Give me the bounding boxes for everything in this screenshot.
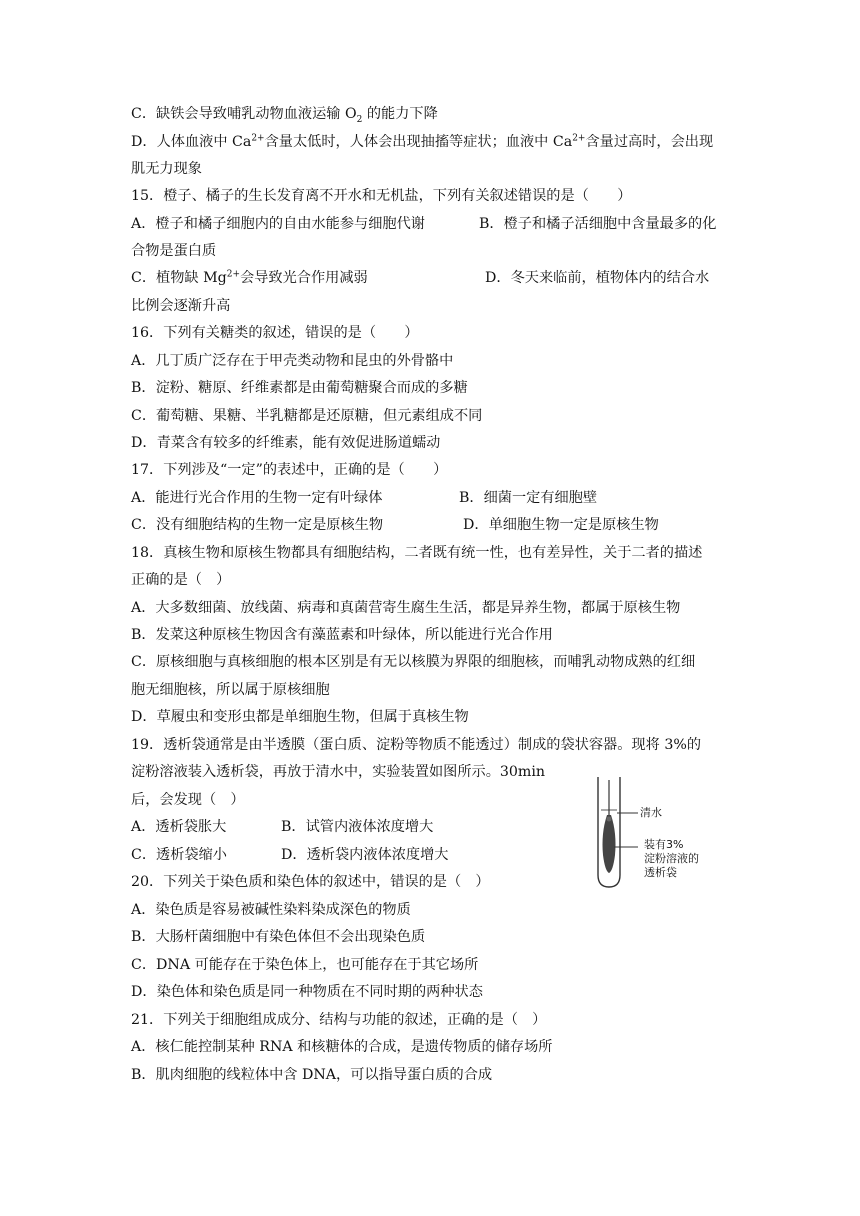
q19-stem-cont2: 后，会发现（ ） xyxy=(131,792,245,808)
q17-option-d: D．单细胞生物一定是原核生物 xyxy=(463,517,659,533)
q17-option-b: B．细菌一定有细胞壁 xyxy=(459,490,598,506)
q14-option-d xyxy=(131,132,713,152)
water-label: 清水 xyxy=(640,806,662,819)
q21-option-a: A．核仁能控制某种 RNA 和核糖体的合成，是遗传物质的储存场所 xyxy=(131,1039,553,1055)
q19-stem: 19．透析袋通常是由半透膜（蛋白质、淀粉等物质不能透过）制成的袋状容器。现将 3%的 xyxy=(131,737,702,753)
q20-option-b: B．大肠杆菌细胞中有染色体但不会出现染色质 xyxy=(131,929,426,945)
superscript: 2+ xyxy=(226,269,241,280)
q16-stem: 16．下列有关糖类的叙述，错误的是（ ） xyxy=(131,325,419,341)
q17-stem: 17．下列涉及“一定”的表述中，正确的是（ ） xyxy=(131,462,448,478)
q20-option-a: A．染色质是容易被碱性染料染成深色的物质 xyxy=(131,902,411,918)
q20-stem: 20．下列关于染色质和染色体的叙述中，错误的是（ ） xyxy=(131,874,490,890)
q17-options-ab xyxy=(131,488,598,508)
q16-option-a: A．几丁质广泛存在于甲壳类动物和昆虫的外骨骼中 xyxy=(131,353,454,369)
q17-option-a: A．能进行光合作用的生物一定有叶绿体 xyxy=(131,490,383,506)
q19-stem-cont: 淀粉溶液装入透析袋，再放于清水中，实验装置如图所示。30min xyxy=(131,764,546,780)
q20-option-c: C．DNA 可能存在于染色体上，也可能存在于其它场所 xyxy=(131,957,479,973)
text: 含量太低时，人体会出现抽搐等症状；血液中 Ca xyxy=(264,134,573,150)
q15-options-cd xyxy=(131,268,710,288)
q18-option-c-cont: 胞无细胞核，所以属于原核细胞 xyxy=(131,682,330,698)
q19-option-a: A．透析袋胀大 xyxy=(131,819,227,835)
text: D．人体血液中 Ca xyxy=(131,134,252,150)
q19-options-ab xyxy=(131,817,434,837)
dialysis-bag-figure xyxy=(592,775,722,890)
text: 会导致光合作用减弱 xyxy=(240,270,368,286)
q21-option-b: B．肌肉细胞的线粒体中含 DNA，可以指导蛋白质的合成 xyxy=(131,1067,493,1083)
bag-label-line2: 淀粉溶液的 xyxy=(644,852,699,865)
q15-option-c: C．植物缺 Mg xyxy=(131,270,227,286)
subscript: 2 xyxy=(356,114,363,125)
q18-option-d: D．草履虫和变形虫都是单细胞生物，但属于真核生物 xyxy=(131,709,469,725)
q16-option-b: B．淀粉、糖原、纤维素都是由葡萄糖聚合而成的多糖 xyxy=(131,380,468,396)
q16-option-c: C．葡萄糖、果糖、半乳糖都是还原糖，但元素组成不同 xyxy=(131,408,483,424)
superscript: 2+ xyxy=(251,133,265,144)
bag-label-line1: 装有3% xyxy=(644,838,684,851)
q15-stem: 15．橙子、橘子的生长发育离不开水和无机盐，下列有关叙述错误的是（ ） xyxy=(131,188,632,204)
q18-stem: 18．真核生物和原核生物都具有细胞结构，二者既有统一性，也有差异性，关于二者的描述 xyxy=(131,545,703,561)
q17-option-c: C．没有细胞结构的生物一定是原核生物 xyxy=(131,517,384,533)
q15-options-ab xyxy=(131,214,717,234)
q18-option-a: A．大多数细菌、放线菌、病毒和真菌营寄生腐生生活，都是异养生物，都属于原核生物 xyxy=(131,600,681,616)
q15-option-d: D．冬天来临前，植物体内的结合水 xyxy=(485,270,710,286)
q14-option-d-cont: 肌无力现象 xyxy=(131,161,202,177)
q18-option-b: B．发菜这种原核生物因含有藻蓝素和叶绿体，所以能进行光合作用 xyxy=(131,627,553,643)
bag-label-line3: 透析袋 xyxy=(644,866,677,879)
text: 含量过高时，会出现 xyxy=(585,134,714,150)
q18-option-c: C．原核细胞与真核细胞的根本区别是有无以核膜为界限的细胞核，而哺乳动物成熟的红细 xyxy=(131,654,696,670)
q15-option-a: A．橙子和橘子细胞内的自由水能参与细胞代谢 xyxy=(131,216,425,232)
q19-option-d: D．透析袋内液体浓度增大 xyxy=(281,847,449,863)
q20-option-d: D．染色体和染色质是同一种物质在不同时期的两种状态 xyxy=(131,984,483,1000)
q21-stem: 21．下列关于细胞组成成分、结构与功能的叙述，正确的是（ ） xyxy=(131,1012,547,1028)
q14-option-c xyxy=(131,104,438,124)
superscript: 2+ xyxy=(572,133,586,144)
q17-options-cd xyxy=(131,515,659,535)
q18-stem-cont: 正确的是（ ） xyxy=(131,572,231,588)
q15-option-b-cont: 合物是蛋白质 xyxy=(131,243,217,259)
q16-option-d: D．青菜含有较多的纤维素，能有效促进肠道蠕动 xyxy=(131,435,441,451)
q15-option-b: B．橙子和橘子活细胞中含量最多的化 xyxy=(479,216,717,232)
q19-option-b: B．试管内液体浓度增大 xyxy=(281,819,434,835)
q19-options-cd xyxy=(131,845,449,865)
text: 的能力下降 xyxy=(362,106,438,122)
q15-option-d-cont: 比例会逐渐升高 xyxy=(131,298,231,314)
q19-option-c: C．透析袋缩小 xyxy=(131,847,227,863)
text: C．缺铁会导致哺乳动物血液运输 O xyxy=(131,106,357,122)
